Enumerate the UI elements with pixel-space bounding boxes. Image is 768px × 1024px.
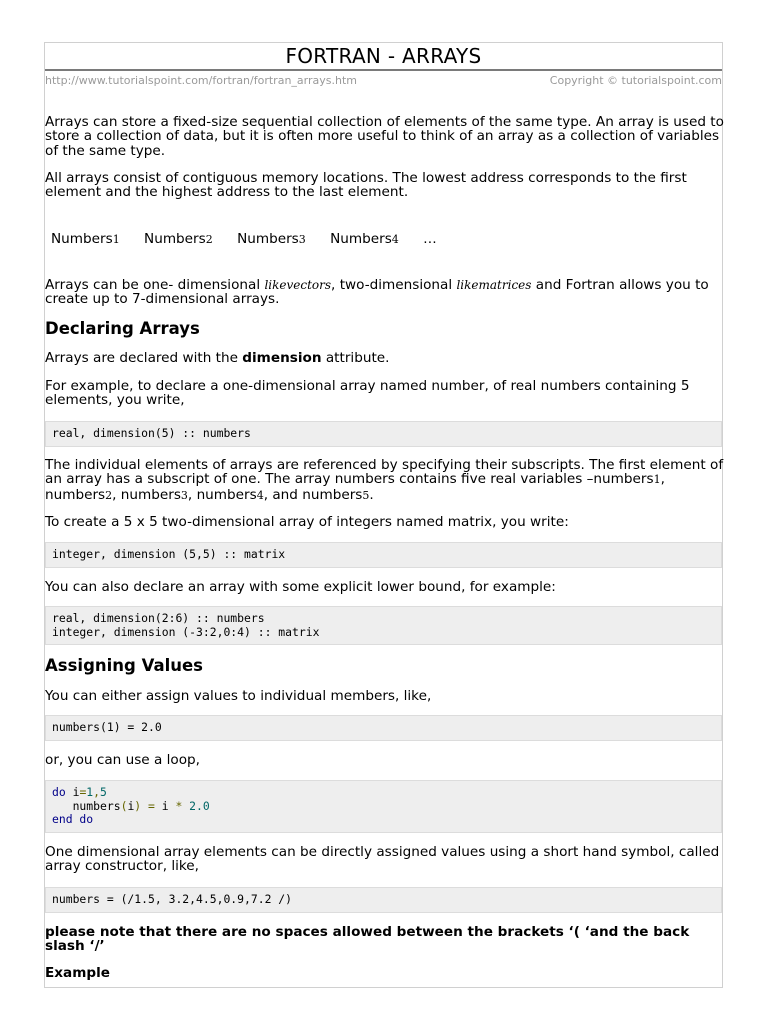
document-page (44, 42, 723, 988)
copyright-notice: Copyright © tutorialspoint.com (549, 74, 722, 87)
assign-members-paragraph: You can either assign values to individual members, like, (45, 688, 432, 704)
page-title: FORTRAN - ARRAYS (285, 44, 482, 68)
memory-paragraph: All arrays consist of contiguous memory locations. The lowest address corresponds to the first element and the highest address to the last element. (45, 170, 687, 201)
subscripts-paragraph: The individual elements of arrays are referenced by specifying their subscripts. The first element of an array has a subscript of one. The array numbers contains five real variables –numbers1, numbers2, numbers3, numbers4, and numbers5. (45, 457, 724, 503)
code-block-declare-1d: real, dimension(5) :: numbers (45, 421, 722, 447)
code-block-assign: numbers(1) = 2.0 (45, 715, 722, 741)
intro-paragraph: Arrays can store a fixed-size sequential collection of elements of the same type. An array is used to store a collection of data, but it is often more useful to think of an array as a collection of variables of the same type. (45, 114, 724, 159)
lower-bound-paragraph: You can also declare an array with some explicit lower bound, for example: (45, 579, 556, 595)
spacing-note: please note that there are no spaces allowed between the brackets ‘( ‘and the back slash ‘/’ (45, 924, 690, 955)
matrix-paragraph: To create a 5 x 5 two-dimensional array of integers named matrix, you write: (45, 514, 569, 530)
heading-declaring-arrays: Declaring Arrays (45, 319, 200, 338)
declare-example-paragraph: For example, to declare a one-dimensional array named number, of real numbers containing 5 elements, you write, (45, 378, 690, 409)
numbers-array-illustration (51, 231, 437, 247)
code-block-loop: do i=1,5 numbers(i) = i * 2.0 end do (45, 780, 722, 833)
array-ellipsis: … (423, 231, 437, 247)
example-label: Example (45, 965, 111, 981)
dimensions-paragraph: Arrays can be one- dimensional likevectors, two-dimensional likematrices and Fortran allows you to create up to 7-dimensional arrays. (45, 277, 709, 308)
loop-paragraph: or, you can use a loop, (45, 752, 200, 768)
array-cell: Numbers1 (51, 231, 120, 247)
array-cell: Numbers4 (330, 231, 399, 247)
dimension-attribute-paragraph: Arrays are declared with the dimension attribute. (45, 350, 390, 366)
title-divider (45, 69, 722, 71)
heading-assigning-values: Assigning Values (45, 656, 203, 675)
code-block-lower-bound: real, dimension(2:6) :: numbers integer, dimension (-3:2,0:4) :: matrix (45, 606, 722, 645)
array-constructor-paragraph: One dimensional array elements can be directly assigned values using a short hand symbol, called array constructor, like, (45, 844, 720, 875)
code-block-constructor: numbers = (/1.5, 3.2,4.5,0.9,7.2 /) (45, 887, 722, 913)
source-url: http://www.tutorialspoint.com/fortran/fortran_arrays.htm (45, 74, 357, 87)
array-cell: Numbers3 (237, 231, 306, 247)
array-cell: Numbers2 (144, 231, 213, 247)
code-block-declare-matrix: integer, dimension (5,5) :: matrix (45, 542, 722, 568)
